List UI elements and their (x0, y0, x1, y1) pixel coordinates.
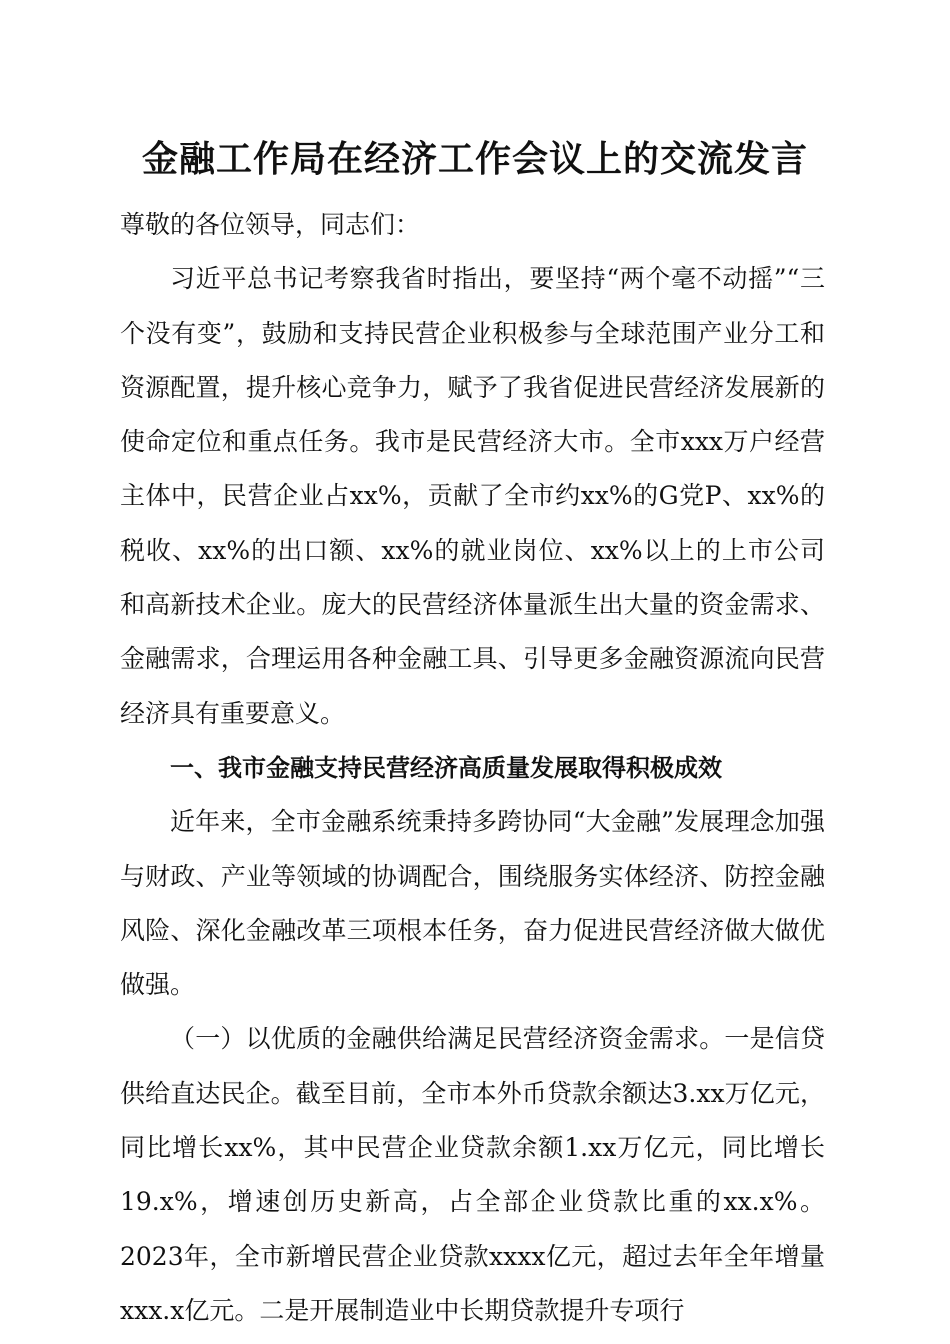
document-title: 金融工作局在经济工作会议上的交流发言 (141, 139, 808, 180)
document-body (120, 198, 825, 1338)
subsection-1-paragraph: （一）以优质的金融供给满足民营经济资金需求。一是信贷供给直达民企。截至目前，全市本外币贷款余额达3.xx万亿元，同比增长xx%，其中民营企业贷款余额1.xx万亿元，同比增长19.x%，增速创历史新高，占全部企业贷款比重的xx.x%。2023年，全市新增民营企业贷款xxxx亿元，超过去年全年增量xxx.x亿元。二是开展制造业中长期贷款提升专项行 (120, 1024, 825, 1325)
opening-paragraph: 习近平总书记考察我省时指出，要坚持“两个毫不动摇”“三个没有变”，鼓励和支持民营企业积极参与全球范围产业分工和资源配置，提升核心竞争力，赋予了我省促进民营经济发展新的使命定位和重点任务。我市是民营经济大市。全市xxx万户经营主体中，民营企业占xx%，贡献了全市约xx%的G党P、xx%的税收、xx%的出口额、xx%的就业岗位、xx%以上的上市公司和高新技术企业。庞大的民营经济体量派生出大量的资金需求、金融需求，合理运用各种金融工具、引导更多金融资源流向民营经济具有重要意义。 (120, 264, 825, 728)
section-1-intro-paragraph: 近年来，全市金融系统秉持多跨协同“大金融”发展理念加强与财政、产业等领域的协调配合，围绕服务实体经济、防控金融风险、深化金融改革三项根本任务，奋力促进民营经济做大做优做强。 (120, 807, 825, 1000)
section-heading-1: 一、我市金融支持民营经济高质量发展取得积极成效 (170, 753, 722, 782)
salutation: 尊敬的各位领导，同志们： (120, 210, 421, 239)
